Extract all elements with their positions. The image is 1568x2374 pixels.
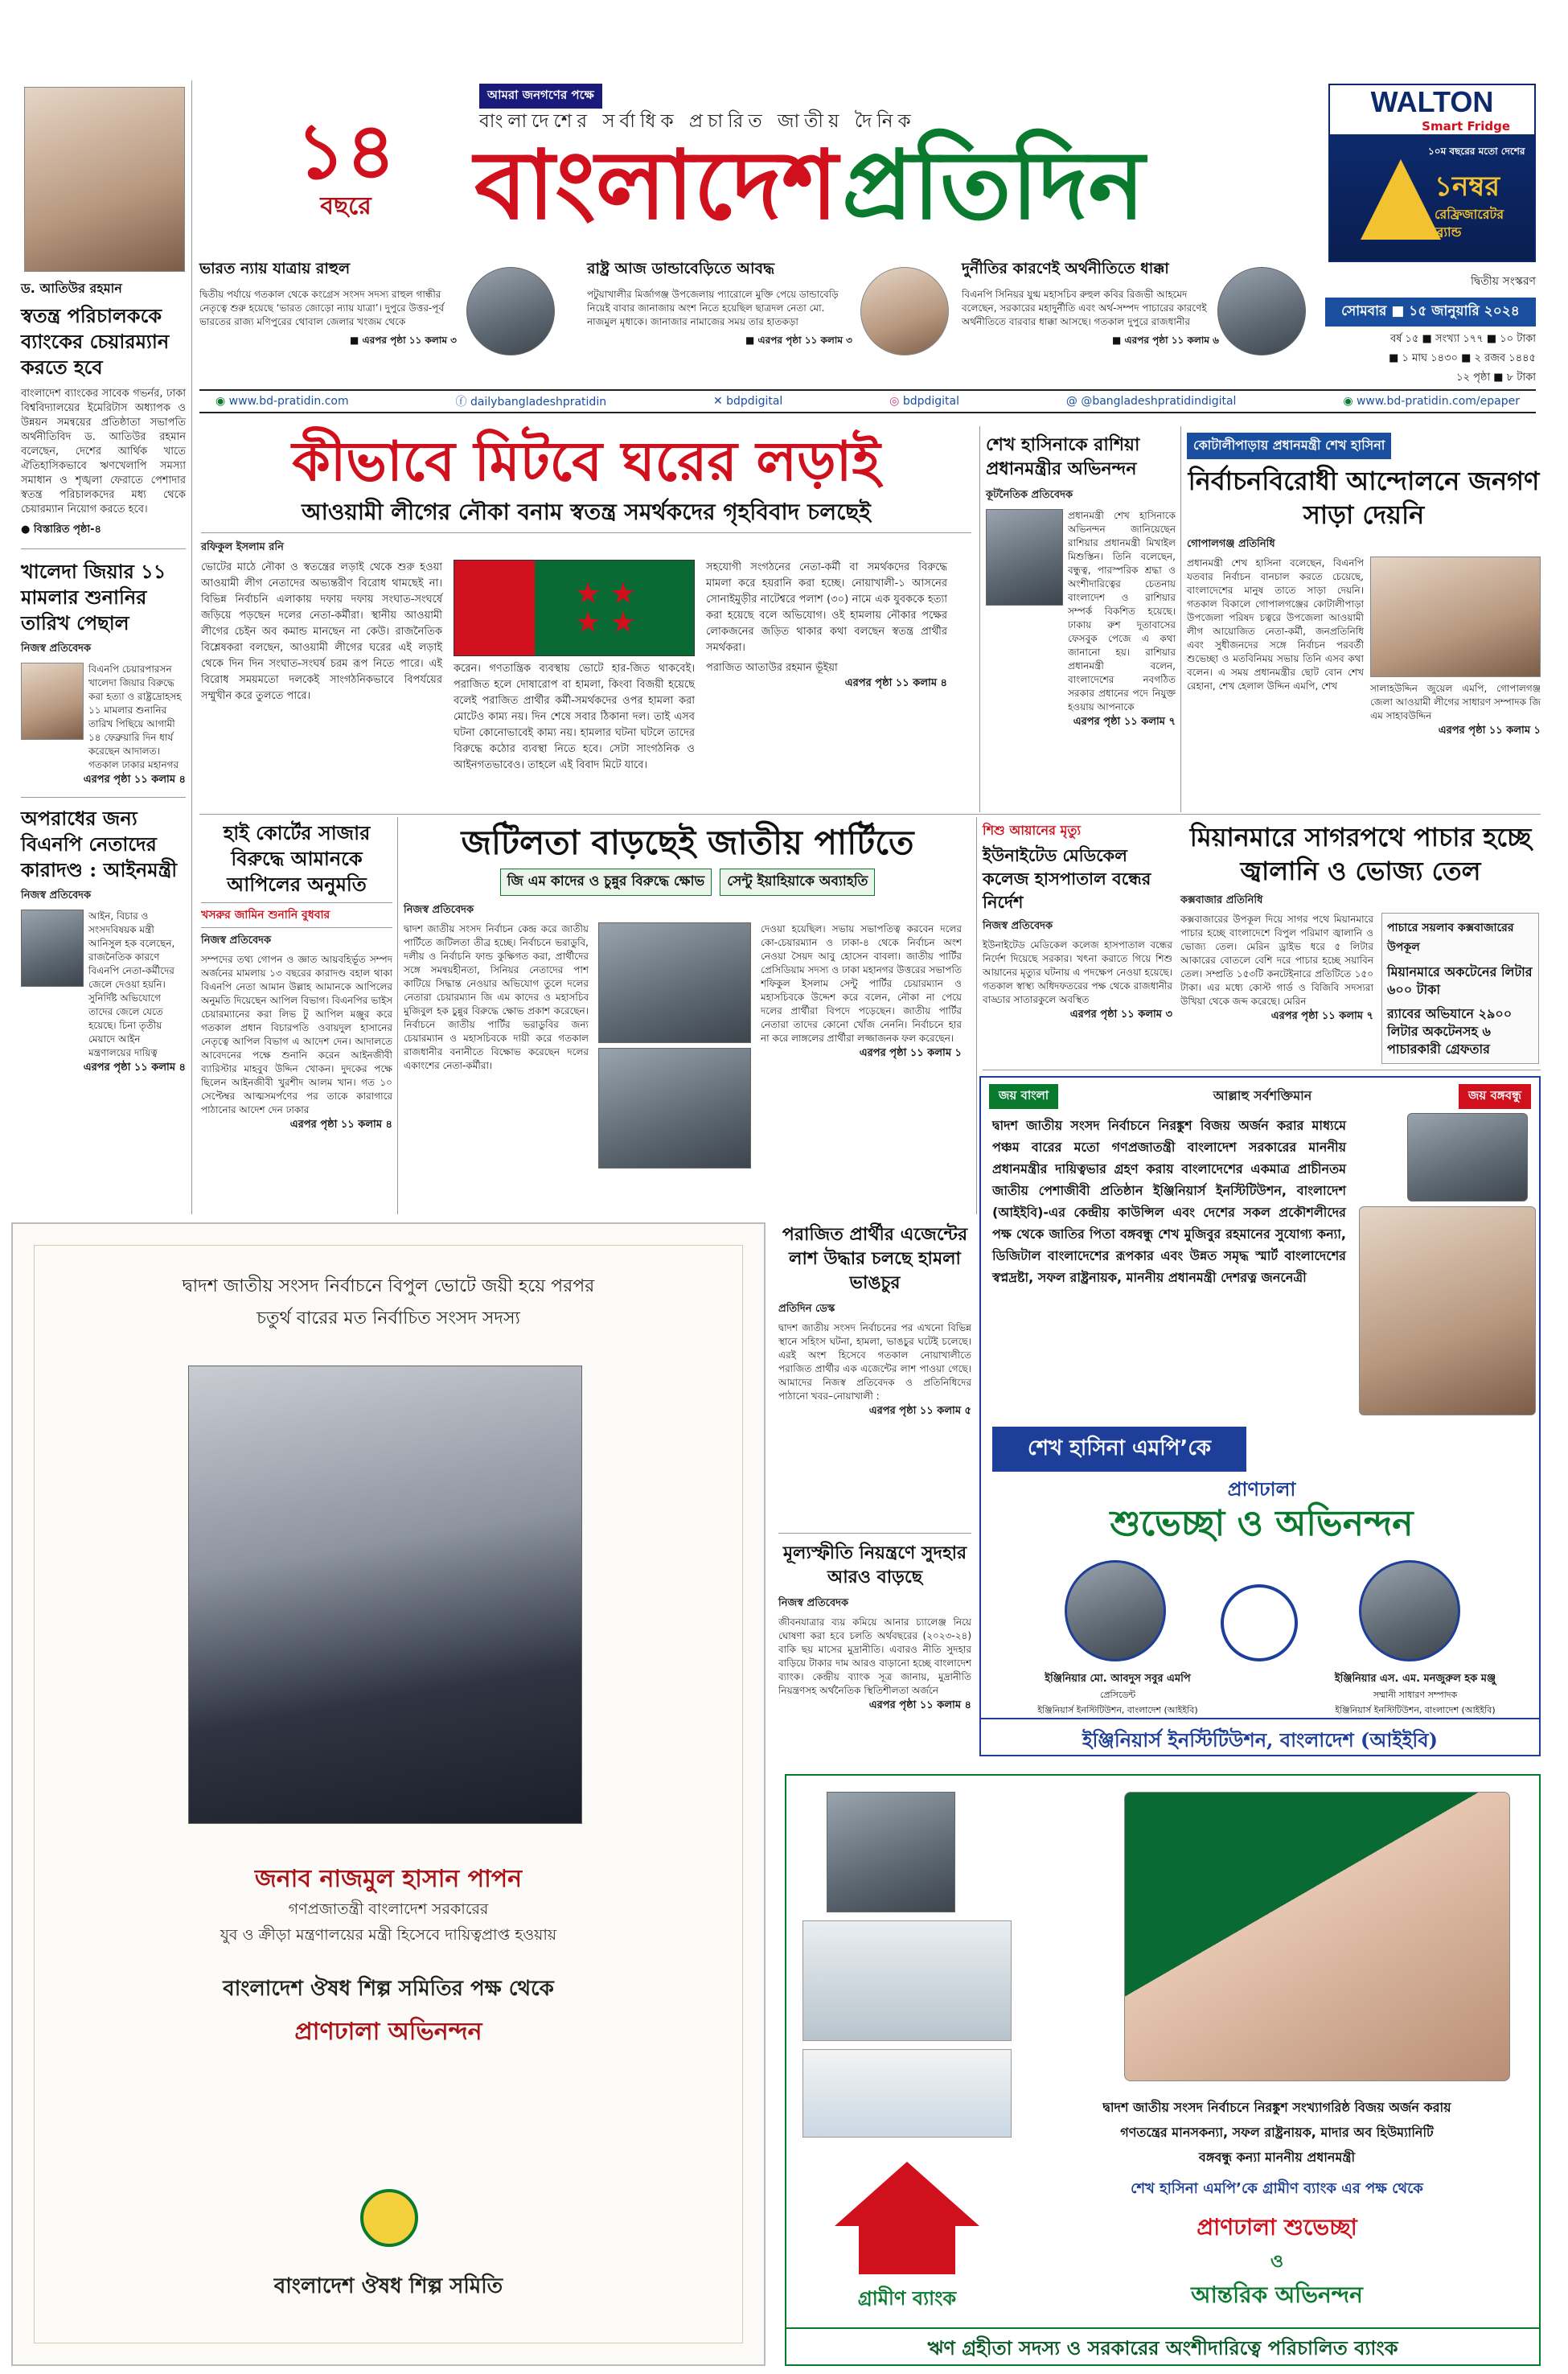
bapi-logo-icon bbox=[360, 2189, 418, 2247]
jp-more[interactable]: এরপর পৃষ্ঠা ১১ কলাম ১ bbox=[859, 1047, 962, 1059]
globe-icon: ◉ bbox=[1343, 395, 1357, 408]
united-kicker: শিশু আয়ানের মৃত্যু bbox=[983, 823, 1081, 838]
ieb-top-right: জয় বঙ্গবন্ধু bbox=[1459, 1084, 1531, 1109]
section-rule bbox=[199, 814, 1541, 815]
masthead bbox=[0, 0, 1568, 428]
kotalipara-text: প্রধানমন্ত্রী শেখ হাসিনা বলেছেন, বিএনপি যতবার নির্বাচন বানচাল করতে চেয়েছে, বাংলাদেশের মানুষ তাতে সাড়া দেয়নি। গতকাল বিকালে গোপালগঞ্জের কোটালীপাড়া উপজেলা পরিষদ চত্বরে উপজেলা আওয়ামী লীগ আয়োজিত নেতা-কর্মী, জনপ্রতিনিধি এবং সুধীজনদের সঙ্গে নির্বাচন পরবর্তী শুভেচ্ছা ও মতবিনিময় সভায় তিনি এসব কথা বলেন। এ সময় প্রধানমন্ত্রীর ছোট বোন শেখ রেহানা, শেখ হেলাল উদ্দিন এমপি, শেখ bbox=[1187, 557, 1364, 692]
teaser-2[interactable] bbox=[587, 257, 852, 378]
teaser-text: দ্বিতীয় পর্যায়ে গতকাল থেকে কংগ্রেস সংসদ সদস্য রাহুল গান্ধীর নেতৃত্বে শুরু হয়েছে ‘ভারত জোড়ো ন্যায় যাত্রা’। দুপুরে উত্তর-পূর্ব ভারতের রাজ্য মণিপুরের থোবাল জেলার খংজম থেকে bbox=[199, 289, 445, 327]
funeral-headline[interactable]: পরাজিত প্রার্থীর এজেন্টের লাশ উদ্ধার চলছে হামলা ভাঙচুর bbox=[782, 1224, 968, 1293]
kotalipara-headline[interactable]: নির্বাচনবিরোধী আন্দোলনে জনগণ সাড়া দেয়নি bbox=[1188, 466, 1540, 530]
high-court-more[interactable]: এরপর পৃষ্ঠা ১১ কলাম ৪ bbox=[289, 1119, 392, 1131]
khaleda-text: বিএনপি চেয়ারপারসন খালেদা জিয়ার বিরুদ্ধে করা হত্যা ও রাষ্ট্রদ্রোহসহ ১১ মামলার শুনানির তারিখ পিছিয়ে আগামী ১৪ ফেব্রুয়ারি দিন ধার্য করেছেন আদালত। গতকাল ঢাকার মহানগর bbox=[88, 663, 182, 770]
ieb-ad[interactable] bbox=[979, 1076, 1541, 1756]
grameen-msg-1: দ্বাদশ জাতীয় সংসদ নির্বাচনে নিরঙ্কুশ সংখ্যাগরিষ্ঠ বিজয় অর্জন করায় bbox=[1102, 2100, 1451, 2115]
lead-subhead: আওয়ামী লীগের নৌকা বনাম স্বতন্ত্র সমর্থকদের গৃহবিবাদ চলছেই bbox=[201, 497, 971, 533]
funeral-story bbox=[778, 1222, 971, 1520]
grameen-message bbox=[1028, 2097, 1526, 2315]
united-byline: নিজস্ব প্রতিবেদক bbox=[983, 920, 1053, 932]
at-icon: @ bbox=[1065, 395, 1082, 408]
grameen-msg-5: প্রাণঢালা শুভেচ্ছা bbox=[1197, 2214, 1357, 2241]
sabur-photo bbox=[1065, 1560, 1166, 1661]
grameen-logo-label: গ্রামীণ ব্যাংক bbox=[857, 2286, 957, 2310]
flag-stars: ★ ★ ★ ★ bbox=[575, 577, 636, 639]
jp-subhead-1: জি এম কাদের ও চুন্নুর বিরুদ্ধে ক্ষোভ bbox=[500, 869, 712, 896]
inflation-headline[interactable]: মূল্যস্ফীতি নিয়ন্ত্রণে সুদহার আরও বাড়ছে bbox=[782, 1542, 967, 1587]
inflation-byline: নিজস্ব প্রতিবেদক bbox=[778, 1597, 849, 1609]
anniversary-number: ১৪ bbox=[295, 105, 396, 196]
newspaper-name-part1: বাংলাদেশ bbox=[474, 129, 839, 240]
myanmar-text: কক্সবাজারের উপকূল দিয়ে সাগর পথে মিয়ানমারে পাচার হচ্ছে বাংলাদেশে বিপুল পরিমাণ জ্বালানি ও ভোজ্য তেল। মেরিন ড্রাইভ ধরে ৫ লিটার আকারের বোতলে বেশি দরে পাচার হচ্ছে সয়াবিন তেল। সম্প্রতি ১৫৩টি কনটেইনারে প্রতিটিতে ১৫০ টাকা। এর মধ্যে কোস্ট গার্ড ও বিজিবি সদস্যরা উখিয়া থেকে জব্দ করেছে। মেরিন bbox=[1180, 914, 1373, 1007]
khaleda-byline: নিজস্ব প্রতিবেদক bbox=[21, 643, 92, 655]
teaser-3[interactable] bbox=[962, 257, 1219, 378]
flag-red-band bbox=[454, 561, 535, 655]
walton-badge-sub: রেফ্রিজারেটর ব্র্যান্ড bbox=[1435, 207, 1504, 240]
united-headline[interactable]: ইউনাইটেড মেডিকেল কলেজ হাসপাতাল বন্ধের নির্দেশ bbox=[983, 845, 1151, 912]
myanmar-sidebar-box bbox=[1381, 913, 1539, 1064]
jp-col-1: দ্বাদশ জাতীয় সংসদ নির্বাচন কেন্দ্র করে জাতীয় পার্টিতে জটিলতা তীব্র হচ্ছে। নির্বাচনে ভরাডুবি, দলীয় ও নির্বাচনি ফান্ড কুক্ষিগত করা, প্রার্থীদের সঙ্গে সমন্বয়হীনতা, সিনিয়র নেতাদের পাশ কাটিয়ে সিদ্ধান্ত নেওয়ার অভিযোগ তুলে দলের নেতারা চেয়ারম্যান জি এম কাদের ও মহাসচিব মুজিবুল হক চুন্নুর বিরুদ্ধে ক্ষোভ প্রকাশ করেছেন। নির্বাচনে জাতীয় পার্টির ভরাডুবির জন্য চেয়ারম্যান ও মহাসচিবকে দায়ী করে গতকাল রাজধানীর বনানীতে বিক্ষোভ করেছেন দলের একাংশের নেতা-কর্মীরা। bbox=[404, 923, 589, 1071]
teaser-more[interactable]: ■ এরপর পৃষ্ঠা ১১ কলাম ৬ bbox=[1111, 335, 1219, 346]
ieb-person-1 bbox=[1013, 1671, 1222, 1719]
teaser-text: পটুয়াখালীর মির্জাগঞ্জ উপজেলায় প্যারোলে মুক্তি পেয়ে ডান্ডাবেড়ি নিয়েই বাবার জানাজায় অংশ নিতে হয়েছিল ছাত্রদল নেতা মো. নাজমুল মৃধাকে। জানাজার নামাজের সময় তার হাতকড়া bbox=[587, 289, 839, 327]
divider bbox=[21, 797, 186, 798]
united-text: ইউনাইটেড মেডিকেল কলেজ হাসপাতাল বন্ধের নির্দেশ দিয়েছে সরকার। খৎনা করাতে গিয়ে শিশু আয়ানের মৃত্যুর ঘটনায় এ পদক্ষেপ নেওয়া হয়েছে। গতকাল স্বাস্থ্য অধিদফতরের পক্ষ থেকে রাজধানীর বাড্ডার সাতারকুলে অবস্থিত bbox=[983, 939, 1172, 1005]
social-link-epaper[interactable]: ◉ www.bd-pratidin.com/epaper bbox=[1343, 395, 1520, 408]
myanmar-headline[interactable]: মিয়ানমারে সাগরপথে পাচার হচ্ছে জ্বালানি ও ভোজ্য তেল bbox=[1189, 822, 1532, 886]
lead-more[interactable]: এরপর পৃষ্ঠা ১১ কলাম ৪ bbox=[844, 677, 947, 689]
jp-headline[interactable]: জটিলতা বাড়ছেই জাতীয় পার্টিতে bbox=[461, 823, 914, 862]
social-link-facebook[interactable]: ⓕ dailybangladeshpratidin bbox=[455, 396, 607, 409]
ieb-p1-org: ইঞ্জিনিয়ার্স ইনস্টিটিউশন, বাংলাদেশ (আইইবি) bbox=[1037, 1705, 1198, 1715]
myanmar-byline: কক্সবাজার প্রতিনিধি bbox=[1180, 894, 1263, 906]
lead-headline[interactable]: কীভাবে মিটবে ঘরের লড়াই bbox=[292, 429, 880, 494]
facebook-icon: ⓕ bbox=[455, 396, 470, 409]
jp-story bbox=[404, 820, 971, 1214]
walton-ad[interactable] bbox=[1328, 84, 1536, 262]
kotalipara-byline: গোপালগঞ্জ প্রতিনিধি bbox=[1187, 538, 1275, 550]
edition-info bbox=[1325, 272, 1536, 387]
jp-subheads bbox=[404, 869, 971, 896]
power-plant-illustration bbox=[802, 1920, 1012, 2041]
col-divider bbox=[191, 80, 192, 1214]
ieb-pranadhala: প্রাণঢালা bbox=[1227, 1477, 1296, 1501]
tagline-box: আমরা জনগণের পক্ষে bbox=[479, 84, 602, 109]
col-divider bbox=[979, 426, 980, 812]
grameen-footer: ঋণ গ্রহীতা সদস্য ও সরকারের অংশীদারিত্বে পরিচালিত ব্যাংক bbox=[786, 2327, 1539, 2366]
social-link-web[interactable]: ◉ www.bd-pratidin.com bbox=[215, 395, 349, 408]
papon-ad[interactable] bbox=[11, 1222, 766, 2366]
teaser-more[interactable]: ■ এরপর পৃষ্ঠা ১১ কলাম ৩ bbox=[349, 335, 457, 346]
sheikh-hasina-photo bbox=[1370, 557, 1541, 677]
grameen-msg-3: বঙ্গবন্ধু কন্যা মাননীয় প্রধানমন্ত্রী bbox=[1198, 2150, 1356, 2165]
grameen-ad[interactable] bbox=[785, 1774, 1541, 2366]
gm-quader-photo bbox=[598, 922, 751, 1043]
lead-story bbox=[201, 426, 971, 812]
grameen-msg-6: ও bbox=[1270, 2251, 1284, 2272]
awami-league-flag bbox=[454, 560, 695, 656]
law-minister-text: আইন, বিচার ও সংসদবিষয়ক মন্ত্রী আনিসুল হক বলেছেন, রাজনৈতিক কারণে বিএনপি নেতা-কর্মীদের জেলে দেওয়া হয়নি। সুনির্দিষ্ট অভিযোগে তাদের জেলে যেতে হয়েছে। চিনা তৃতীয় মেয়াদে আইন মন্ত্রণালয়ের দায়িত্ব bbox=[88, 910, 175, 1058]
atiur-headline[interactable]: স্বতন্ত্র পরিচালককে ব্যাংকের চেয়ারম্যান করতে হবে bbox=[21, 304, 170, 379]
teaser-1[interactable] bbox=[199, 257, 457, 378]
kotalipara-kicker: কোটালীপাড়ায় প্রধানমন্ত্রী শেখ হাসিনা bbox=[1187, 433, 1391, 459]
kotalipara-story bbox=[1187, 433, 1541, 811]
high-court-kicker: খসরুর জামিন শুনানি বুধবার bbox=[201, 902, 392, 928]
russia-text: প্রধানমন্ত্রী শেখ হাসিনাকে অভিনন্দন জানিয়েছেন রাশিয়ার প্রধানমন্ত্রী মিখাইল মিশুস্তিন। তিনি বলেছেন, বন্ধুত্ব, পারস্পরিক শ্রদ্ধা ও অংশীদারিত্বের চেতনায় বাংলাদেশ ও রাশিয়ার সম্পর্ক বিকশিত হয়েছে। ঢাকায় রুশ দূতাবাসের ফেসবুক পেজে এ কথা জানানো হয়। রাশিয়ার প্রধানমন্ত্রী বলেন, বাংলাদেশের নবগঠিত সরকার প্রধানের পদে নিযুক্ত হওয়ায় আপনাকে bbox=[1068, 510, 1176, 713]
rizvi-photo bbox=[1217, 267, 1306, 355]
kotalipara-more[interactable]: এরপর পৃষ্ঠা ১১ কলাম ১ bbox=[1438, 725, 1541, 737]
lead-byline: রফিকুল ইসলাম রনি bbox=[201, 541, 284, 553]
globe-icon: ◉ bbox=[215, 395, 229, 408]
grameen-msg-2: গণতন্ত্রের মানসকন্যা, সফল রাষ্ট্রনায়ক, মাদার অব হিউম্যানিটি bbox=[1120, 2125, 1434, 2140]
ieb-top-center: আল্লাহু সর্বশক্তিমান bbox=[1213, 1088, 1312, 1103]
left-column bbox=[21, 278, 186, 1077]
funeral-text: দ্বাদশ জাতীয় সংসদ নির্বাচনের পর এখনো বিভিন্ন স্থানে সহিংস ঘটনা, হামলা, ভাঙচুর ঘটেই চলেছে। এরই অংশ হিসেবে গতকাল নোয়াখালীতে পরাজিত প্রার্থীর এক এজেন্টের লাশ পাওয়া গেছে। আমাদের নিজস্ব প্রতিবেদক ও প্রতিনিধিদের পাঠানো খবর–নোয়াখালী : bbox=[778, 1322, 971, 1402]
bangabandhu-photo bbox=[827, 1792, 955, 1912]
khaleda-more[interactable]: এরপর পৃষ্ঠা ১১ কলাম ৪ bbox=[83, 774, 186, 786]
hasina-waving-photo bbox=[1359, 1206, 1536, 1415]
lead-col-3: সহযোগী সংগঠনের নেতা-কর্মী বা সমর্থকদের বিরুদ্ধে মামলা করে হয়রানি করা হচ্ছে। নোয়াখালী-১ আসনের সোনাইমুড়ীর নাটেশ্বরে পলাশ (৩০) নামে এক যুবককে হত্যা করা হয়েছে বলে অভিযোগ। ওই হামলায় নৌকার পক্ষের লোকজনের জড়িত থাকার কথা বলছেন স্বতন্ত্র প্রার্থীর সমর্থকরা। bbox=[706, 561, 947, 654]
grameen-msg-7: আন্তরিক অভিনন্দন bbox=[1191, 2282, 1363, 2308]
papon-gov: গণপ্রজাতন্ত্রী বাংলাদেশ সরকারের bbox=[288, 1900, 489, 1918]
russia-byline: কূটনৈতিক প্রতিবেদক bbox=[986, 489, 1073, 501]
jp-col-2: দেওয়া হয়েছিল। সভায় সভাপতিত্ব করবেন দলের কো-চেয়ারম্যান ও ঢাকা-৪ থেকে নির্বাচন অংশ নেওয়া সৈয়দ আবু হোসেন বাবলা। জাতীয় পার্টির প্রেসিডিয়াম সদস্য ও ঢাকা মহানগর উত্তরের সভাপতি শফিকুল ইসলাম সেন্টু পার্টির চেয়ারম্যান ও মহাসচিবকে উদ্দেশ করে বলেন, নৌকা না পেয়ে দলের প্রার্থীরা বিপদে পড়েছেন। জাতীয় পার্টির নেতারা তাদের কোনো খোঁজ নেননি। নির্বাচনে হার না করে লাঙ্গলের প্রার্থীরা লজ্জাজনক ফল করেছেন। bbox=[761, 923, 962, 1044]
col-divider bbox=[976, 817, 977, 1214]
grameen-house-icon bbox=[835, 2162, 979, 2226]
grameen-house-base-icon bbox=[859, 2226, 955, 2274]
papon-name: জনাব নাজমুল হাসান পাপন bbox=[254, 1865, 523, 1893]
ieb-p1-name: ইঞ্জিনিয়ার মো. আবদুস সবুর এমপি bbox=[1045, 1673, 1191, 1685]
united-story bbox=[983, 820, 1172, 1062]
teaser-title: দুর্নীতির কারণেই অর্থনীতিতে ধাক্কা bbox=[962, 260, 1169, 277]
pages-line: ১২ পৃষ্ঠা ■ ৮ টাকা bbox=[1456, 372, 1536, 384]
papon-ad-line-2: চতুর্থ বারের মত নির্বাচিত সংসদ সদস্য bbox=[257, 1308, 520, 1329]
khaleda-zia-photo bbox=[21, 663, 84, 740]
jp-subhead-2: সেন্টু ইয়াহিয়াকে অব্যাহতি bbox=[720, 869, 875, 896]
hasina-waving-flag-photo bbox=[1124, 1792, 1510, 2081]
papon-photo bbox=[188, 1366, 582, 1824]
alt-dates-line: ■ ১ মাঘ ১৪৩০ ■ ২ রজব ১৪৪৫ bbox=[1389, 352, 1536, 364]
high-court-text: সম্পদের তথ্য গোপন ও জ্ঞাত আয়বহির্ভূত সম্পদ অর্জনের মামলায় ১৩ বছরের কারাদণ্ড বহাল থাকা বিএনপি নেতা আমান উল্লাহ আমানকে আপিলের অনুমতি দিয়েছেন আপিল বিভাগ। বিএনপির ভাইস চেয়ারম্যানের করা লিভ টু আপিল মঞ্জুর করে গতকাল প্রধান বিচারপতি ওবায়দুল হাসানের নেতৃত্বে আপিল বিভাগ এ আদেশ দেন। আদালতে আবেদনের পক্ষে শুনানি করেন আইনজীবী ব্যারিস্টার মাহবুব উদ্দিন খোকন। দুদকের পক্ষে ছিলেন আইনজীবী খুরশীদ আলম খান। গত ১০ সেপ্টেম্বর আত্মসমর্পণের পর তাকে কারাগারে পাঠানোর আদেশ দেন ঢাকার bbox=[201, 954, 392, 1115]
inflation-more[interactable]: এরপর পৃষ্ঠা ১১ কলাম ৪ bbox=[868, 1699, 971, 1711]
metro-rail-illustration bbox=[802, 2049, 1012, 2138]
myanmar-box-item-1: মিয়ানমারে অকটেনের লিটার ৬০০ টাকা bbox=[1387, 964, 1533, 997]
col-divider bbox=[397, 817, 398, 1214]
high-court-headline[interactable]: হাই কোর্টের সাজার বিরুদ্ধে আমানকে আপিলের অনুমতি bbox=[223, 821, 371, 896]
newspaper-name[interactable] bbox=[474, 129, 1311, 241]
rahul-gandhi-photo bbox=[466, 267, 555, 355]
walton-badge-rank: ১নম্বর bbox=[1435, 170, 1500, 203]
ieb-footer: ইঞ্জিনিয়ার্স ইনস্টিটিউশন, বাংলাদেশ (আইইবি) bbox=[981, 1718, 1539, 1758]
inflation-text: জীবনযাত্রার ব্যয় কমিয়ে আনার চ্যালেঞ্জ নিয়ে ঘোষণা করা হবে চলতি অর্থবছরের (২০২৩-২৪) বাকি ছয় মাসের মুদ্রানীতি। এবারও নীতি সুদহার বাড়িয়ে টাকার দাম আরও বাড়ানো হচ্ছে বাংলাদেশ ব্যাংক। কেন্দ্রীয় ব্যাংক সূত্র জানায়, মুদ্রানীতি নিয়ন্ত্রণসহ অর্থনৈতিক স্থিতিশীলতা অর্জনে bbox=[778, 1616, 971, 1696]
atiur-text: বাংলাদেশ ব্যাংকের সাবেক গভর্নর, ঢাকা বিশ্ববিদ্যালয়ের ইমেরিটাস অধ্যাপক ও উন্নয়ন সমন্বয়ের প্রতিষ্ঠাতা সভাপতি অর্থনীতিবিদ ড. আতিউর রহমান বলেছেন, দেশের আর্থিক খাতে ঐতিহাসিকভাবে ঋণখেলাপি সমস্যা সমাধান ও শৃঙ্খলা ফেরাতে পেশাদার স্বতন্ত্র পরিচালকদের মধ্য থেকে চেয়ারম্যান নিয়োগ করতে হবে। bbox=[21, 388, 186, 515]
walton-brand: WALTON bbox=[1370, 85, 1494, 118]
ieb-greeting: শুভেচ্ছা ও অভিনন্দন bbox=[1110, 1503, 1414, 1544]
newspaper-name-part2: প্রতিদিন bbox=[842, 129, 1145, 240]
tagline: বাংলাদেশের সর্বাধিক প্রচারিত জাতীয় দৈনিক bbox=[479, 111, 916, 132]
instagram-icon: ◎ bbox=[889, 395, 903, 408]
law-minister-headline[interactable]: অপরাধের জন্য বিএনপি নেতাদের কারাদণ্ড : আইনমন্ত্রী bbox=[21, 807, 178, 881]
papon-ministry: যুব ও ক্রীড়া মন্ত্রণালয়ের মন্ত্রী হিসেবে দায়িত্বপ্রাপ্ত হওয়ায় bbox=[220, 1926, 557, 1944]
social-link-twitter[interactable]: ✕ bdpdigital bbox=[712, 395, 783, 408]
ieb-p1-title: প্রেসিডেন্ট bbox=[1099, 1690, 1136, 1700]
social-link-instagram[interactable]: ◎ bdpdigital bbox=[889, 395, 960, 408]
law-minister-more[interactable]: এরপর পৃষ্ঠা ১১ কলাম ৪ bbox=[83, 1062, 186, 1074]
funeral-more[interactable]: এরপর পৃষ্ঠা ১১ কলাম ৫ bbox=[868, 1405, 971, 1417]
ieb-name-banner: শেখ হাসিনা এমপি’কে bbox=[992, 1427, 1246, 1472]
edition-label: দ্বিতীয় সংস্করণ bbox=[1470, 275, 1536, 288]
ieb-person-2 bbox=[1303, 1671, 1528, 1719]
ieb-body: দ্বাদশ জাতীয় সংসদ নির্বাচনে নিরঙ্কুশ বিজয় অর্জন করার মাধ্যমে পঞ্চম বারের মতো গণপ্রজাতন্ত্রী বাংলাদেশ সরকারের মাননীয় প্রধানমন্ত্রীর দায়িত্বভার গ্রহণ করায় বাংলাদেশের একমাত্র প্রাচীনতম জাতীয় পেশাজীবী প্রতিষ্ঠান ইঞ্জিনিয়ার্স ইনস্টিটিউশন, বাংলাদেশ (আইইবি)-এর কেন্দ্রীয় কাউন্সিল এবং দেশের সকল প্রকৌশলীদের পক্ষ থেকে জাতির পিতা বঙ্গবন্ধু শেখ মুজিবুর রহমানের সুযোগ্য কন্যা, ডিজিটাল বাংলাদেশের রূপকার এবং উন্নত সমৃদ্ধ স্মার্ট বাংলাদেশের স্বপ্নদ্রষ্টা, সফল রাষ্ট্রনায়ক, মাননীয় প্রধানমন্ত্রী দেশরত্ন জননেত্রী bbox=[992, 1118, 1346, 1285]
issue-line: বর্ষ ১৫ ■ সংখ্যা ১৭৭ ■ ১০ টাকা bbox=[1390, 333, 1536, 345]
teaser-title: ভারত ন্যায় যাত্রায় রাহুল bbox=[199, 260, 351, 277]
myanmar-box-kicker: পাচারে সয়লাব কক্সবাজারের উপকূল bbox=[1387, 922, 1514, 954]
kotalipara-text-2: সালাহউদ্দিন জুয়েল এমপি, গোপালগঞ্জ জেলা আওয়ামী লীগের সাধারণ সম্পাদক জি এম সাহাবউদ্দিন bbox=[1370, 683, 1541, 721]
grameen-msg-4: শেখ হাসিনা এমপি’কে গ্রামীণ ব্যাংক এর পক্ষ থেকে bbox=[1131, 2180, 1423, 2197]
teaser-text: বিএনপি সিনিয়র যুগ্ম মহাসচিব রুহুল কবির রিজভী আহমেদ বলেছেন, সরকারের মহাদুর্নীতি এবং অর্থ-সম্পদ পাচারের কারণেই অর্থনীতিতে বারবার ধাক্কা আসছে। গতকাল দুপুরে রাজধানীর bbox=[962, 289, 1207, 327]
bangabandhu-photo bbox=[1407, 1113, 1528, 1201]
walton-product: Smart Fridge bbox=[1422, 119, 1510, 133]
col-divider bbox=[1180, 426, 1181, 812]
law-minister-byline: নিজস্ব প্রতিবেদক bbox=[21, 889, 92, 902]
russia-more[interactable]: এরপর পৃষ্ঠা ১১ কলাম ৭ bbox=[1073, 716, 1176, 728]
jp-byline: নিজস্ব প্রতিবেদক bbox=[404, 904, 474, 916]
anniversary-badge bbox=[265, 105, 426, 232]
section-rule bbox=[778, 1533, 971, 1534]
atiur-rahman-photo bbox=[24, 87, 185, 272]
walton-pyramid-icon bbox=[1361, 159, 1441, 240]
teaser-title: রাষ্ট্র আজ ডান্ডাবেড়িতে আবদ্ধ bbox=[587, 260, 775, 277]
chunnu-photo bbox=[598, 1048, 751, 1169]
khaleda-headline[interactable]: খালেদা জিয়ার ১১ মামলার শুনানির তারিখ পেছাল bbox=[21, 560, 166, 635]
ieb-p2-org: ইঞ্জিনিয়ার্স ইনস্টিটিউশন, বাংলাদেশ (আইইবি) bbox=[1335, 1705, 1496, 1715]
united-more[interactable]: এরপর পৃষ্ঠা ১১ কলাম ৩ bbox=[1069, 1008, 1172, 1021]
atiur-more[interactable]: ● বিস্তারিত পৃষ্ঠা-৪ bbox=[21, 524, 101, 536]
date-line: সোমবার ■ ১৫ জানুয়ারি ২০২৪ bbox=[1325, 298, 1536, 327]
inflation-story bbox=[778, 1541, 971, 1766]
myanmar-box-item-2: র‍্যাবের অভিযানে ২৯০০ লিটার অকটেনসহ ৬ পাচারকারী গ্রেফতার bbox=[1387, 1006, 1513, 1057]
atiur-name: ড. আতিউর রহমান bbox=[21, 281, 122, 296]
monju-photo bbox=[1359, 1560, 1460, 1661]
twitter-icon: ✕ bbox=[712, 395, 727, 408]
lead-byline-bottom: পরাজিত আতাউর রহমান ভূঁইয়া bbox=[706, 662, 838, 674]
anniversary-word: বছরে bbox=[320, 192, 371, 220]
myanmar-story bbox=[1180, 820, 1541, 1062]
ieb-logo-icon bbox=[1221, 1584, 1298, 1661]
ieb-p2-title: সম্মানী সাধারণ সম্পাদক bbox=[1373, 1690, 1458, 1700]
divider bbox=[21, 548, 186, 549]
papon-from: বাংলাদেশ ঔষধ শিল্প সমিতির পক্ষ থেকে bbox=[223, 1977, 554, 2001]
lead-col-2: করেন। গণতান্ত্রিক ব্যবস্থায় ভোটে হার-জিত থাকবেই। পরাজিত হলে দোষারোপ বা হামলা, কিংবা বিজয়ী হয়েছে বলেই পরাজিত প্রার্থীর কর্মী-সমর্থকদের ওপর হামলা করা মোটেও কাম্য নয়। দিন শেষে সবার ঠিকানা দল। তাই এসব ঘটনা কোনোভাবেই কাম্য নয়। হামলার ঘটনা ঘটলে তাদের বিরুদ্ধে কঠোর ব্যবস্থা নিতে হবে। সেটা সাংগঠনিক ও আইনগতভাবেও। তাহলে এই বিবাদ মিটে যাবে। bbox=[454, 663, 695, 771]
walton-badge-top: ১০ম বছরের মতো দেশের bbox=[1428, 146, 1525, 157]
anisul-huq-photo bbox=[21, 910, 84, 987]
papon-org: বাংলাদেশ ঔষধ শিল্প সমিতি bbox=[273, 2274, 503, 2298]
social-bar bbox=[199, 389, 1536, 413]
ieb-top-left: জয় বাংলা bbox=[989, 1084, 1058, 1109]
funeral-byline: প্রতিদিন ডেস্ক bbox=[778, 1303, 835, 1315]
papon-ad-line-1: দ্বাদশ জাতীয় সংসদ নির্বাচনে বিপুল ভোটে জয়ী হয়ে পরপর bbox=[182, 1276, 595, 1296]
lead-col-1: ভোটের মাঠে নৌকা ও স্বতন্ত্রের লড়াই থেকে শুরু হওয়া আওয়ামী লীগ নেতাদের অভ্যন্তরীণ বিরোধ থামছেই না। বিভিন্ন নির্বাচনি এলাকায় দফায় দফায় সংঘাত-সংঘর্ষে জড়িয়ে পড়ছেন দলের নেতা-কর্মীরা। স্থানীয় আওয়ামী লীগের চেইন অব কমান্ড মানছেন না কেউ। রাজনৈতিক বিশ্লেষকরা বলছেন, আওয়ামী লীগের ঘরের এই লড়াই থেকে দিন দিন সংঘাত-সংঘর্ষ চরম রূপ নিতে পারে। এই বিরোধ সময়মতো দলকেই সাংগঠনিকভাবে বিপর্যয়ের সম্মুখীন করে তুলতে পারে। bbox=[201, 561, 442, 702]
high-court-story bbox=[201, 820, 392, 1214]
myanmar-more[interactable]: এরপর পৃষ্ঠা ১১ কলাম ৭ bbox=[1270, 1010, 1373, 1022]
russia-headline[interactable]: শেখ হাসিনাকে রাশিয়া প্রধানমন্ত্রীর অভিনন্দন bbox=[986, 434, 1140, 479]
social-link-telegram[interactable]: @ @bangladeshpratidindigital bbox=[1065, 395, 1237, 408]
ieb-p2-name: ইঞ্জিনিয়ার এস. এম. মনজুরুল হক মঞ্জু bbox=[1334, 1673, 1496, 1685]
papon-greeting: প্রাণঢালা অভিনন্দন bbox=[294, 2018, 482, 2046]
teaser-more[interactable]: ■ এরপর পৃষ্ঠা ১১ কলাম ৩ bbox=[745, 335, 852, 346]
russia-story bbox=[986, 433, 1176, 811]
mishustin-photo bbox=[986, 509, 1063, 606]
nazmul-photo bbox=[860, 267, 949, 355]
high-court-byline: নিজস্ব প্রতিবেদক bbox=[201, 934, 272, 947]
